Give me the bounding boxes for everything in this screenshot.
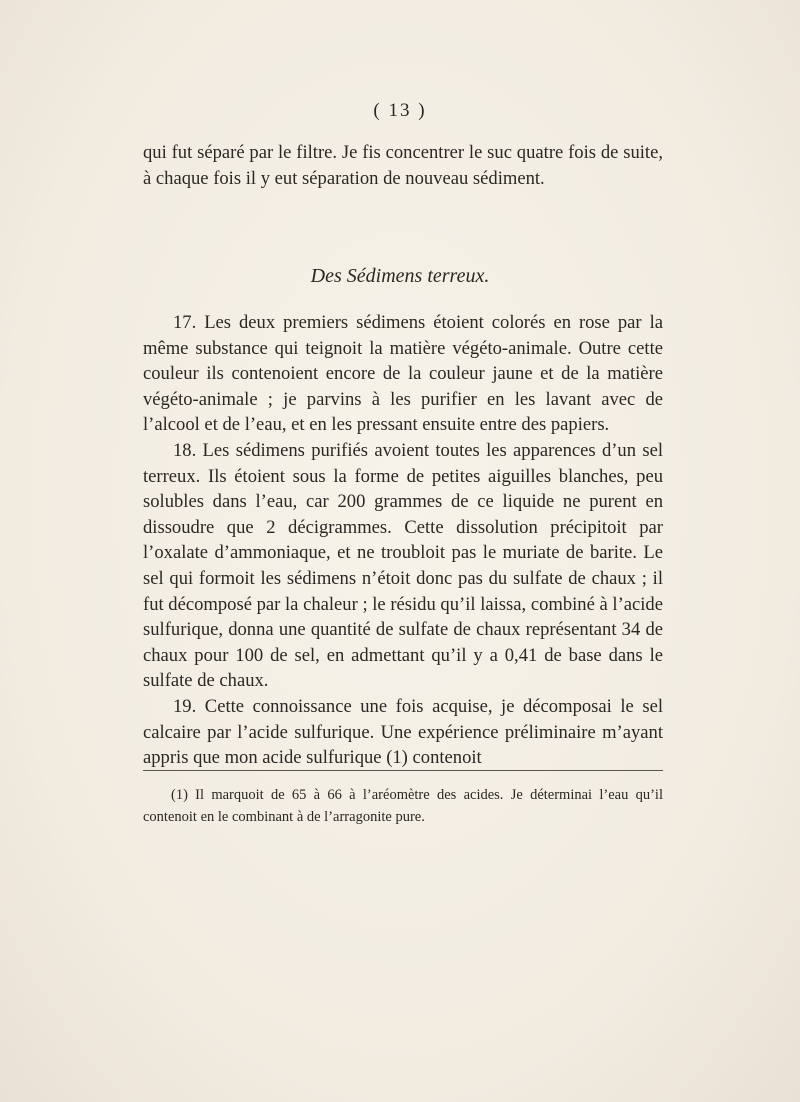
page-number: ( 13 ) <box>373 100 427 121</box>
footnote: (1) Il marquoit de 65 à 66 à l’aréomètre des acides. Je déterminai l’eau qu’il contenoit en le combinant à de l’arragonite pure. <box>143 787 663 825</box>
section-body <box>143 310 663 771</box>
paragraph-17: 17. Les deux premiers sédimens étoient colorés en rose par la même substance qui teignoit la matière végéto-animale. Outre cette couleur ils contenoient encore de la couleur jaune et de la matière végéto-animale ; je parvins à les purifier en les lavant avec de l’alcool et de l’eau, et en les pressant ensuite entre des papiers. <box>143 312 663 436</box>
paragraph-continuation: qui fut séparé par le filtre. Je fis concentrer le suc quatre fois de suite, à chaque fois il y eut séparation de nouveau sédiment. <box>143 142 663 189</box>
footnote-rule <box>143 770 663 771</box>
lead-paragraph <box>143 140 663 191</box>
paragraph-19: 19. Cette connoissance une fois acquise, je décomposai le sel calcaire par l’acide sulfurique. Une expérience préliminaire m’ayant appris que mon acide sulfurique (1) contenoit <box>143 695 663 769</box>
section-heading: Des Sédimens terreux. <box>310 265 490 287</box>
paragraph-18: 18. Les sédimens purifiés avoient toutes les apparences d’un sel terreux. Ils étoient sous la forme de petites aiguilles blanches, peu solubles dans l’eau, car 200 grammes de ce liquide ne purent en dissoudre que 2 décigrammes. Cette dissolution précipitoit par l’oxalate d’ammoniaque, et ne troubloit pas le muriate de barite. Le sel qui formoit les sédimens n’étoit donc pas du sulfate de chaux ; il fut décomposé par la chaleur ; le résidu qu’il laissa, combiné à l’acide sulfurique, donna une quantité de sulfate de chaux représentant 34 de chaux pour 100 de sel, en admettant qu’il y a 0,41 de base dans le sulfate de chaux. <box>143 439 663 692</box>
